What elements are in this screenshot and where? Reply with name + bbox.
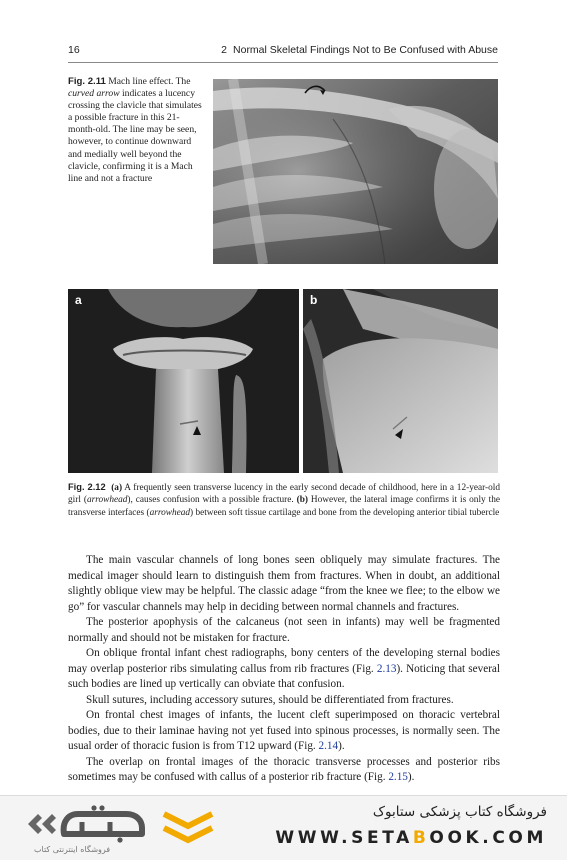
store-name: فروشگاه کتاب پزشکی ستابوک: [372, 804, 547, 820]
figure-2-12-label: Fig. 2.12: [68, 482, 106, 492]
header-rule: [68, 62, 498, 63]
caption-ref-b: (b): [296, 495, 308, 506]
p6-text1: The overlap on frontal images of the thoracic transverse processes and posterior ribs sometimes may be confused with callus of a posterior rib fracture (Fig.: [68, 755, 500, 783]
figure-2-11-caption-text1: Mach line effect. The: [108, 76, 191, 87]
p3-text2: ). Noticing that several such bodies are lined up vertically can obviate that confusion.: [68, 662, 500, 690]
figure-2-12-caption-em1: arrowhead: [86, 495, 128, 506]
website-text1: WWW.SETA: [275, 828, 413, 848]
logo-subtext: فروشگاه اینترنتی کتاب: [34, 845, 111, 854]
fig-2-14-link[interactable]: 2.14: [318, 740, 339, 752]
page-number: 16: [68, 44, 80, 56]
setabook-logo: [22, 804, 148, 849]
figure-2-12-caption-text4: ) between soft tissue cartilage and bone from the developing anterior tibial tubercle: [190, 507, 500, 518]
paragraph-calcaneus: The posterior apophysis of the calcaneus (not seen in infants) may well be fragmented normally and should not be mistaken for fracture.: [68, 616, 500, 644]
fig-2-15-link[interactable]: 2.15: [388, 771, 408, 783]
body-text: [68, 553, 500, 786]
paragraph-sternal-bodies: [68, 646, 500, 693]
store-website[interactable]: [275, 828, 547, 848]
figure-2-11-radiograph: [213, 79, 498, 264]
p5-text2: ).: [338, 740, 345, 752]
figure-2-12b-radiograph: [303, 289, 498, 473]
figure-2-11-caption: [68, 76, 206, 185]
chapter-number: 2: [221, 44, 228, 56]
figure-2-11-label: Fig. 2.11: [68, 76, 106, 87]
website-accent: B: [412, 828, 430, 848]
panel-a-label: a: [75, 293, 82, 307]
p3-text1: On oblique frontal infant chest radiographs, bony centers of the developing sternal bodies may overlap posterior ribs simulating callus from rib fractures (Fig.: [68, 647, 500, 675]
chevron-logo-icon: [160, 808, 216, 853]
figure-2-12-caption-text2: ), causes confusion with a possible fracture.: [127, 495, 297, 506]
figure-2-12-caption-em2: arrowhead: [149, 507, 191, 518]
chapter-heading: [221, 44, 498, 56]
website-text2: OOK.COM: [429, 828, 547, 848]
paragraph-vascular-channels: The main vascular channels of long bones seen obliquely may simulate fractures. The medical imager should learn to distinguish them from fractures. When in doubt, an additional slightly oblique view may be helpful. The classic adage “from the knee we flee; to the elbow we go” for vascular channels may help in deciding between normal channels and fractures.: [68, 554, 500, 613]
paragraph-thoracic-cleft: [68, 708, 500, 755]
figure-2-12-caption-text1: A frequently seen transverse lucency in the early second decade of childhood, here in a 12-year-old girl (: [68, 483, 500, 506]
figure-2-11-caption-em: curved arrow: [68, 88, 120, 100]
caption-ref-a: (a): [111, 483, 123, 493]
p6-text2: ).: [407, 771, 415, 783]
figure-2-12a-radiograph: [68, 289, 299, 473]
running-header: [68, 44, 498, 58]
store-banner: [0, 795, 567, 860]
figure-2-12-caption: [68, 481, 500, 519]
p5-text1: On frontal chest images of infants, the lucent cleft superimposed on thoracic vertebral bodies, due to their laminae having not yet fused into spinous processes, is normally seen. The usual order of thoracic fusion is from T12 upward (Fig.: [68, 709, 500, 752]
paragraph-skull-sutures: Skull sutures, including accessory sutures, should be differentiated from fractures.: [86, 693, 454, 706]
paragraph-transverse-processes: [68, 755, 500, 786]
panel-b-label: b: [310, 293, 318, 307]
figure-2-12-caption-text3: However, the lateral image confirms it is only the transverse interfaces (: [68, 495, 500, 518]
chapter-title: Normal Skeletal Findings Not to Be Confused with Abuse: [233, 44, 498, 56]
figure-2-11-caption-text2: indicates a lucency crossing the clavicle that simulates a possible fracture in this 21-month-old. The line may be seen, however, to continue downward and medially well beyond the clavicle, confirming it is a Mach line and not a fracture: [68, 88, 202, 184]
fig-2-13-link[interactable]: 2.13: [376, 662, 397, 675]
